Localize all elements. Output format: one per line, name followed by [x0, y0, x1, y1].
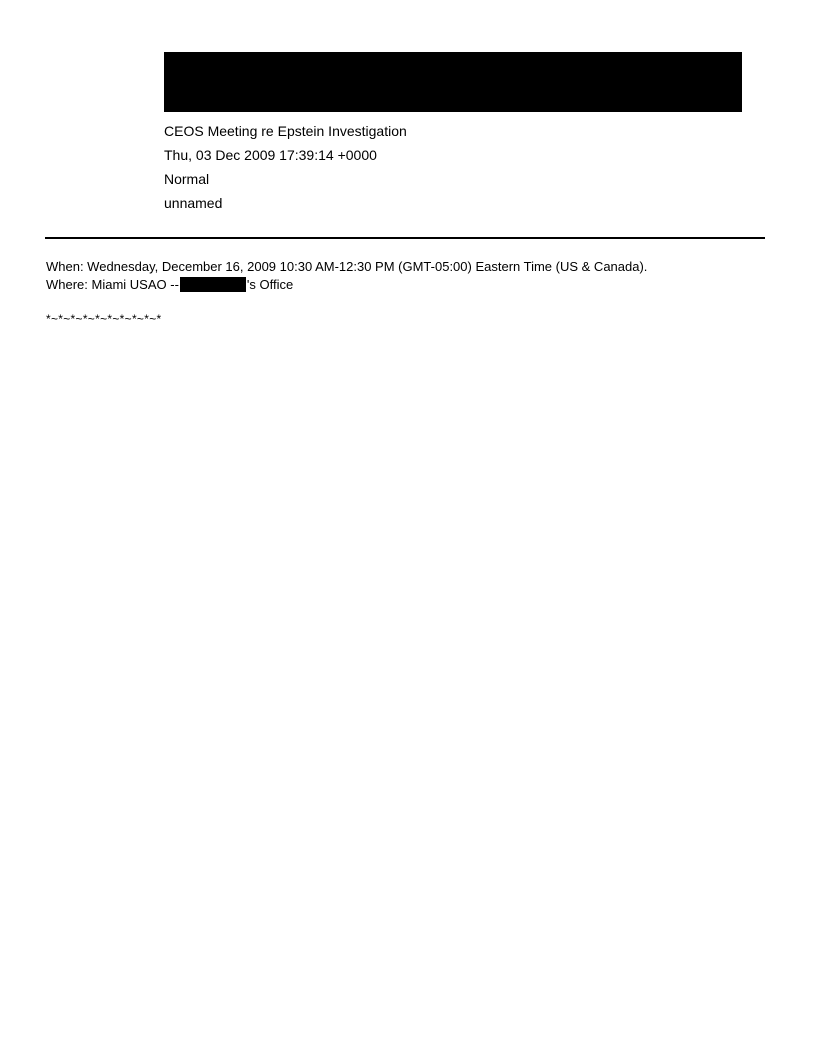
where-prefix: Where: Miami USAO --	[46, 277, 179, 292]
where-line	[46, 276, 293, 294]
separator-text: *~*~*~*~*~*~*~*~*~*	[46, 314, 162, 322]
subject-value: CEOS Meeting re Epstein Investigation	[164, 123, 407, 139]
header-divider	[45, 237, 765, 239]
importance-value: Normal	[164, 171, 210, 187]
date-value: Thu, 03 Dec 2009 17:39:14 +0000	[164, 147, 377, 163]
when-line: When: Wednesday, December 16, 2009 10:30 AM-12:30 PM (GMT-05:00) Eastern Time (US & Canada).	[46, 259, 648, 274]
attachments-value: unnamed	[164, 195, 223, 211]
where-redaction	[180, 277, 246, 292]
separator-line	[46, 314, 161, 322]
where-suffix: 's Office	[246, 277, 294, 292]
from-to-redaction	[164, 52, 742, 112]
